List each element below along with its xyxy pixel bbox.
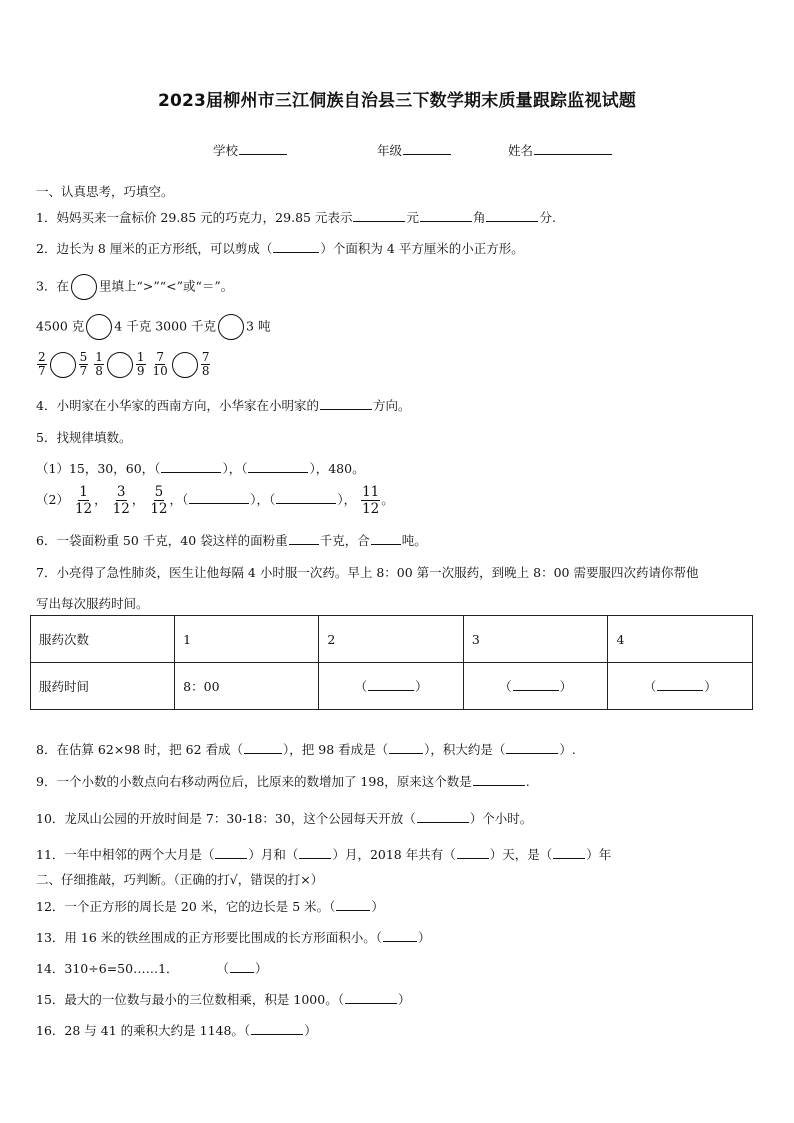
q6-number: 6． bbox=[36, 533, 57, 548]
paren-close: ）， bbox=[309, 461, 329, 476]
q3-fraction: $\frac{1}{8}$ bbox=[95, 350, 103, 378]
q8-blank-3[interactable] bbox=[506, 741, 558, 754]
q11-b: ）月和（ bbox=[248, 847, 299, 862]
q2-number: 2． bbox=[36, 241, 57, 256]
paren-open: （ bbox=[241, 461, 248, 476]
question-12 bbox=[36, 897, 384, 915]
q11-d: ）天，是（ bbox=[489, 847, 553, 862]
section2-heading: 二、仔细推敲，巧判断。（正确的打√，错误的打×） bbox=[36, 872, 324, 887]
q3-row1-c: 3000 千克 bbox=[155, 318, 217, 334]
q11-c: ）月，2018 年共有（ bbox=[332, 847, 456, 862]
paren-close: ） bbox=[704, 679, 717, 694]
dose-time-4-cell[interactable] bbox=[608, 663, 753, 710]
paren-open: （ bbox=[499, 679, 512, 694]
paren-close: ）， bbox=[250, 492, 270, 507]
question-7 bbox=[36, 563, 698, 581]
q3-circle-1[interactable] bbox=[86, 314, 112, 340]
paren-close: ） bbox=[397, 992, 411, 1007]
table-cell: 1 bbox=[175, 616, 319, 663]
table-cell: 服药时间 bbox=[31, 663, 175, 710]
table-cell: 2 bbox=[319, 616, 464, 663]
q3-fraction: $\frac{2}{7}$ bbox=[38, 350, 46, 378]
q4-blank[interactable] bbox=[320, 397, 372, 410]
q7-line1: 小亮得了急性肺炎，医生让他每隔 4 小时服一次药。早上 8：00 第一次服药，到晚上 8：00 需要服四次药请你帮他 bbox=[56, 565, 699, 580]
q6-mid: 千克，合 bbox=[319, 533, 370, 548]
separator: ， bbox=[131, 492, 145, 507]
paren-open: （ bbox=[354, 679, 368, 694]
grade-field[interactable] bbox=[377, 141, 452, 159]
q14-text: 310÷6=50……1． bbox=[64, 961, 179, 976]
q3-pre: 在 bbox=[56, 278, 69, 294]
q5-s2-blank-1[interactable] bbox=[189, 491, 249, 504]
q11-e: ）年 bbox=[586, 847, 612, 862]
q2-blank[interactable] bbox=[273, 240, 319, 253]
q5-s2-label: （2） bbox=[36, 492, 69, 507]
q3-fraction: $\frac{7}{10}$ bbox=[152, 350, 168, 378]
q5-sub2 bbox=[36, 484, 394, 517]
question-2 bbox=[36, 239, 524, 257]
school-label: 学校 bbox=[213, 143, 239, 158]
q12-answer-blank[interactable] bbox=[336, 898, 370, 911]
q3-row2 bbox=[36, 351, 211, 378]
q10-blank[interactable] bbox=[417, 810, 469, 823]
q3-circle-5[interactable] bbox=[172, 352, 198, 378]
question-3 bbox=[36, 274, 233, 300]
q6-blank-1[interactable] bbox=[289, 532, 319, 545]
q4-number: 4． bbox=[36, 398, 57, 413]
q11-a: 一年中相邻的两个大月是（ bbox=[64, 847, 215, 862]
school-field[interactable] bbox=[213, 141, 288, 159]
q3-circle-4[interactable] bbox=[107, 352, 133, 378]
table-cell: 3 bbox=[463, 616, 608, 663]
question-10 bbox=[36, 809, 532, 827]
q11-blank-4[interactable] bbox=[553, 846, 585, 859]
grade-blank[interactable] bbox=[403, 142, 451, 155]
q7-number: 7． bbox=[36, 565, 57, 580]
dose-time-2-cell[interactable] bbox=[319, 663, 464, 710]
q8-b: ），把 98 看成是（ bbox=[283, 742, 389, 757]
q4-pre: 小明家在小华家的西南方向，小华家在小明家的 bbox=[56, 398, 319, 413]
question-15 bbox=[36, 990, 410, 1008]
q3-circle-2[interactable] bbox=[218, 314, 244, 340]
paren-open: （ bbox=[182, 492, 189, 507]
paren-close: ） bbox=[415, 679, 428, 694]
paren-open: （ bbox=[154, 461, 161, 476]
q8-d: ）. bbox=[559, 742, 576, 757]
question-13 bbox=[36, 928, 431, 946]
grade-label: 年级 bbox=[377, 143, 403, 158]
q13-answer-blank[interactable] bbox=[383, 929, 417, 942]
q3-fraction: $\frac{5}{7}$ bbox=[79, 350, 88, 378]
q5-s1-blank-2[interactable] bbox=[248, 460, 308, 473]
paren-close: ） bbox=[559, 679, 573, 694]
q16-number: 16． bbox=[36, 1023, 65, 1038]
q15-answer-blank[interactable] bbox=[345, 991, 397, 1004]
section1-heading: 一、认真思考，巧填空。 bbox=[36, 184, 174, 199]
table-cell: 4 bbox=[608, 616, 753, 663]
q10-pre: 龙凤山公园的开放时间是 7：30-18：30，这个公园每天开放（ bbox=[64, 811, 416, 826]
q5-number: 5． bbox=[36, 430, 57, 445]
q1-blank-jiao[interactable] bbox=[420, 209, 472, 222]
question-11 bbox=[36, 845, 611, 863]
q12-number: 12． bbox=[36, 899, 65, 914]
q5-s1-label: （1） bbox=[36, 461, 69, 476]
q5-s1-tail: 480。 bbox=[328, 461, 365, 476]
q9-text: 一个小数的小数点向右移动两位后，比原来的数增加了 198，原来这个数是 bbox=[56, 774, 472, 789]
q5-s1-seq: 15，30，60， bbox=[68, 461, 155, 476]
q1-unit-fen: 分. bbox=[539, 210, 556, 225]
q1-number: 1． bbox=[36, 210, 57, 225]
question-6 bbox=[36, 531, 427, 549]
q3-row1 bbox=[36, 314, 270, 340]
name-label: 姓名 bbox=[508, 143, 534, 158]
q11-number: 11． bbox=[36, 847, 65, 862]
q1-blank-fen[interactable] bbox=[486, 209, 538, 222]
q5-fraction: $\frac{1}{12}$ bbox=[74, 484, 93, 517]
q8-number: 8． bbox=[36, 742, 57, 757]
question-4 bbox=[36, 396, 410, 414]
q5-s2-blank-2[interactable] bbox=[276, 491, 336, 504]
q6-pre: 一袋面粉重 50 千克，40 袋这样的面粉重 bbox=[56, 533, 288, 548]
q2-post: ）个面积为 4 平方厘米的小正方形。 bbox=[320, 241, 524, 256]
q3-fraction: $\frac{7}{8}$ bbox=[201, 350, 210, 378]
paren-close: ）， bbox=[337, 492, 357, 507]
q1-blank-yuan[interactable] bbox=[353, 209, 405, 222]
paren-close: ） bbox=[371, 899, 384, 914]
q5-text: 找规律填数。 bbox=[56, 430, 132, 445]
q6-post: 吨。 bbox=[401, 533, 427, 548]
question-5 bbox=[36, 428, 131, 446]
paren-open: （ bbox=[269, 492, 276, 507]
q10-number: 10． bbox=[36, 811, 65, 826]
q1-text: 妈妈买来一盒标价 29.85 元的巧克力，29.85 元表示 bbox=[56, 210, 353, 225]
question-16 bbox=[36, 1021, 317, 1039]
dose-time-4-blank[interactable] bbox=[657, 678, 703, 691]
name-blank[interactable] bbox=[534, 142, 612, 155]
name-field[interactable] bbox=[508, 141, 613, 159]
paren-open: （ bbox=[216, 961, 230, 976]
q5-fraction: $\frac{3}{12}$ bbox=[112, 484, 130, 517]
q8-blank-2[interactable] bbox=[389, 741, 423, 754]
q1-unit-jiao: 角 bbox=[472, 210, 486, 225]
table-row bbox=[31, 663, 753, 710]
q11-blank-3[interactable] bbox=[457, 846, 489, 859]
q1-unit-yuan: 元 bbox=[406, 210, 419, 225]
q3-fraction: $\frac{1}{9}$ bbox=[136, 350, 145, 378]
paren-close: ） bbox=[418, 930, 431, 945]
paren-open: （ bbox=[643, 679, 657, 694]
table-row bbox=[31, 616, 753, 663]
paren-close: ）， bbox=[222, 461, 242, 476]
q10-post: ）个小时。 bbox=[469, 811, 533, 826]
period: 。 bbox=[381, 492, 394, 507]
q13-text: 用 16 米的铁丝围成的正方形要比围成的长方形面积小。（ bbox=[64, 930, 383, 945]
q14-number: 14． bbox=[36, 961, 65, 976]
q2-pre: 边长为 8 厘米的正方形纸，可以剪成（ bbox=[56, 241, 273, 256]
separator: ， bbox=[94, 492, 107, 507]
q8-blank-1[interactable] bbox=[244, 741, 282, 754]
q9-number: 9． bbox=[36, 774, 57, 789]
q9-blank[interactable] bbox=[473, 773, 525, 786]
dose-table bbox=[30, 615, 753, 710]
q3-row1-d: 3 吨 bbox=[246, 318, 271, 334]
q3-post: 里填上“>”“<”或“＝”。 bbox=[98, 278, 234, 294]
q5-fraction: $\frac{11}{12}$ bbox=[362, 484, 380, 517]
q14-answer-blank[interactable] bbox=[230, 960, 254, 973]
question-8 bbox=[36, 740, 576, 758]
q7-line2: 写出每次服药时间。 bbox=[36, 596, 149, 611]
q5-fraction: $\frac{5}{12}$ bbox=[150, 484, 168, 517]
dose-time-3-blank[interactable] bbox=[513, 678, 559, 691]
dose-time-3-cell[interactable] bbox=[463, 663, 608, 710]
q5-sub1 bbox=[36, 459, 365, 477]
q3-row1-a: 4500 克 bbox=[36, 318, 85, 334]
page-title: 2023届柳州市三江侗族自治县三下数学期末质量跟踪监视试题 bbox=[157, 91, 637, 111]
q5-s1-blank-1[interactable] bbox=[161, 460, 221, 473]
q16-answer-blank[interactable] bbox=[251, 1022, 303, 1035]
dose-time-2-blank[interactable] bbox=[368, 678, 414, 691]
question-14 bbox=[36, 959, 268, 977]
q3-number: 3． bbox=[36, 278, 57, 294]
q11-blank-2[interactable] bbox=[299, 846, 331, 859]
q3-row1-b: 4 千克 bbox=[114, 318, 152, 334]
q13-number: 13． bbox=[36, 930, 65, 945]
q16-text: 28 与 41 的乘积大约是 1148。（ bbox=[64, 1023, 251, 1038]
table-cell: 8：00 bbox=[175, 663, 319, 710]
table-cell: 服药次数 bbox=[31, 616, 175, 663]
q12-text: 一个正方形的周长是 20 米，它的边长是 5 米。（ bbox=[64, 899, 336, 914]
school-blank[interactable] bbox=[239, 142, 287, 155]
q8-a: 在估算 62×98 时，把 62 看成（ bbox=[56, 742, 244, 757]
q11-blank-1[interactable] bbox=[215, 846, 247, 859]
q3-example-circle bbox=[71, 274, 97, 300]
q8-c: ），积大约是（ bbox=[424, 742, 506, 757]
q6-blank-2[interactable] bbox=[371, 532, 401, 545]
paren-close: ） bbox=[304, 1023, 317, 1038]
q15-number: 15． bbox=[36, 992, 65, 1007]
q9-end: . bbox=[525, 774, 530, 789]
q4-post: 方向。 bbox=[372, 398, 411, 413]
paren-close: ） bbox=[255, 961, 268, 976]
q3-circle-3[interactable] bbox=[50, 352, 76, 378]
q15-text: 最大的一位数与最小的三位数相乘，积是 1000。（ bbox=[64, 992, 344, 1007]
question-1 bbox=[36, 208, 556, 226]
separator: ， bbox=[169, 492, 183, 507]
question-9 bbox=[36, 772, 530, 790]
